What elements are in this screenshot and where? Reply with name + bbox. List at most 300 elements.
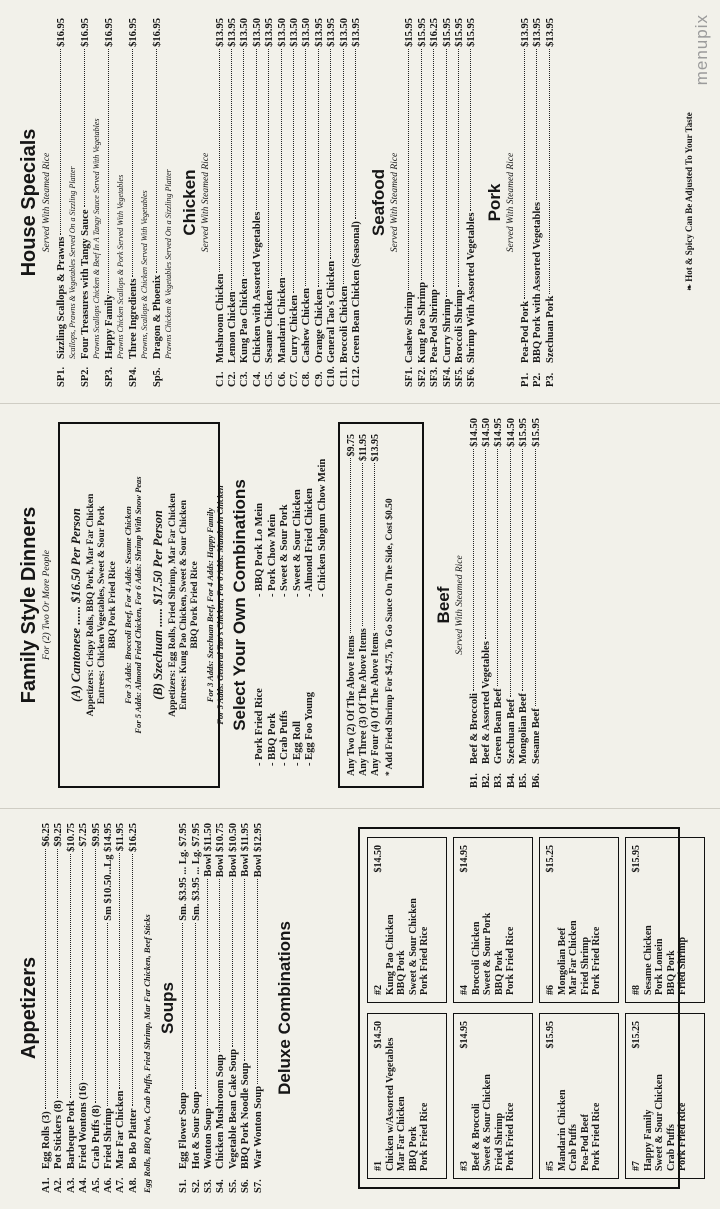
syo-option-name: Any Three (3) Of The Above Items bbox=[357, 628, 369, 776]
item-code: A4. bbox=[78, 1177, 90, 1193]
dot-leader bbox=[132, 49, 133, 277]
dot-leader bbox=[446, 49, 447, 297]
seafood-list bbox=[404, 18, 478, 387]
menu-item-row bbox=[532, 18, 544, 387]
combo-item: Sweet & Sour Pork bbox=[482, 912, 493, 995]
combo-item: Pork Fried Rice bbox=[677, 1102, 688, 1171]
appetizers-list bbox=[41, 823, 140, 1193]
beef-subtitle: Served With Steamed Rice bbox=[454, 555, 465, 655]
dot-leader bbox=[256, 49, 257, 210]
combo-price: $14.50 bbox=[373, 1021, 384, 1049]
combo-price: $15.95 bbox=[545, 1021, 556, 1049]
menu-item-row bbox=[115, 823, 127, 1193]
item-code: SF6. bbox=[466, 366, 478, 387]
combo-price: $15.25 bbox=[631, 1021, 642, 1049]
item-name: Chicken Mushroom Soup bbox=[215, 1054, 227, 1169]
combo-number: #3 bbox=[459, 1161, 470, 1171]
item-code: SF2. bbox=[416, 366, 428, 387]
dot-leader bbox=[119, 853, 120, 1088]
syo-item: - Almond Fried Chicken bbox=[304, 488, 316, 597]
combo-item: BBQ Pork bbox=[407, 1126, 419, 1171]
item-name: General Tao's Chicken bbox=[326, 260, 338, 363]
item-name: Vegetable Bean Cake Soup bbox=[227, 1048, 239, 1169]
syo-item: - Sweet & Sour Chicken bbox=[291, 489, 303, 597]
syo-right-column bbox=[254, 428, 330, 597]
item-code: A1. bbox=[41, 1177, 52, 1193]
menu-item-row bbox=[56, 18, 68, 387]
syo-option-row bbox=[346, 434, 358, 776]
item-name: Hot & Sour Soup bbox=[190, 1091, 202, 1169]
family-title: Family Style Dinners bbox=[18, 506, 40, 704]
syo-option-row bbox=[358, 434, 370, 776]
combo-price: $14.95 bbox=[459, 845, 470, 873]
menu-item-row bbox=[466, 18, 478, 387]
family-a-line: BBQ Pork Fried Rice bbox=[108, 561, 118, 649]
item-code: B4. bbox=[505, 773, 517, 788]
menu-item-row bbox=[203, 823, 215, 1193]
item-price: $14.50 bbox=[505, 418, 517, 447]
item-price: $13.95 bbox=[532, 18, 544, 47]
dot-leader bbox=[219, 879, 220, 1052]
dot-leader bbox=[132, 854, 133, 1106]
item-code: P1. bbox=[519, 372, 531, 387]
combo-item: Chicken w/Assorted Vegetables bbox=[384, 1037, 396, 1171]
item-code: A5. bbox=[90, 1177, 102, 1193]
item-price: $13.50 bbox=[251, 18, 263, 47]
item-code: C10. bbox=[326, 366, 338, 387]
item-name: Curry Chicken bbox=[288, 295, 300, 363]
menu-item-row bbox=[469, 418, 481, 788]
combo-box bbox=[539, 1013, 619, 1179]
family-a-adds: For 3 Adds: Broccoli Beef, For 4 Adds: Sesame Chicken bbox=[123, 506, 133, 704]
family-b-heading: (B) Szechuan ...... $17.50 Per Person bbox=[151, 510, 165, 700]
item-price: $13.95 bbox=[214, 18, 226, 47]
dot-leader bbox=[305, 49, 306, 286]
soups-title: Soups bbox=[158, 982, 178, 1034]
dot-leader bbox=[107, 923, 108, 1106]
dot-leader bbox=[108, 49, 109, 293]
item-price: $16.25 bbox=[127, 823, 139, 852]
combo-header bbox=[459, 1021, 471, 1171]
dot-leader bbox=[374, 464, 375, 631]
item-code: S4. bbox=[215, 1179, 227, 1193]
item-price: $13.50 bbox=[276, 18, 288, 47]
pork-list bbox=[520, 18, 557, 387]
menu-item-row bbox=[314, 18, 326, 387]
item-code: C11. bbox=[338, 366, 350, 387]
house-specials-list bbox=[56, 18, 174, 387]
item-price: $9.25 bbox=[53, 823, 65, 847]
item-name: Sesame Beef bbox=[530, 708, 542, 764]
item-code: C12. bbox=[351, 366, 362, 387]
item-code: A6. bbox=[103, 1177, 115, 1193]
combo-item: Mar Far Chicken bbox=[568, 920, 579, 995]
item-description: Prawns Chicken Scallops & Pork Served With Vegetables bbox=[116, 174, 126, 359]
syo-item: - Pork Chow Mein bbox=[266, 513, 278, 597]
menu-item-row bbox=[277, 18, 289, 387]
item-code: S7. bbox=[252, 1179, 264, 1193]
dot-leader bbox=[82, 849, 83, 1081]
menu-item-row bbox=[191, 823, 203, 1193]
item-code: A7. bbox=[115, 1177, 127, 1193]
house-specials-title: House Specials bbox=[18, 128, 40, 277]
item-code: B1. bbox=[468, 773, 480, 788]
item-price: Sm $10.50...Lg $14.95 bbox=[103, 823, 115, 921]
dot-leader bbox=[421, 49, 422, 280]
item-name: War Wonton Soup bbox=[252, 1085, 264, 1169]
item-name: Fried Shrimp bbox=[103, 1108, 115, 1169]
item-price: $14.50 bbox=[468, 418, 480, 447]
item-price: $10.75 bbox=[65, 823, 77, 852]
item-name: Curry Shrimp bbox=[441, 298, 453, 363]
combo-item: Pork Fried Rice bbox=[419, 1102, 430, 1171]
item-code: SF1. bbox=[404, 366, 416, 387]
dot-leader bbox=[497, 449, 498, 687]
dot-leader bbox=[362, 463, 363, 626]
item-code: C8. bbox=[301, 371, 313, 387]
combo-item: Mongolian Beef bbox=[556, 927, 568, 995]
item-code: P3. bbox=[544, 372, 556, 387]
combo-item: Fried Shrimp bbox=[493, 1112, 505, 1171]
item-name: Sesame Chicken bbox=[264, 289, 276, 363]
combo-box bbox=[625, 837, 705, 1003]
family-a-line: Entrees: Chicken Vegetables, Sweet & Sour Pork bbox=[97, 505, 107, 705]
dot-leader bbox=[473, 449, 474, 691]
item-name: Mongolian Beef bbox=[518, 693, 530, 764]
item-name: Happy Family bbox=[103, 294, 115, 359]
syo-item: - Pork Fried Rice bbox=[254, 688, 265, 766]
menu-item-row bbox=[66, 823, 78, 1193]
menu-item-row bbox=[78, 823, 90, 1193]
item-name: Beef & Assorted Vegetables bbox=[480, 641, 492, 764]
item-price: $15.95 bbox=[518, 418, 530, 447]
panel-appetizers-soups bbox=[0, 809, 720, 1209]
menu-item-row bbox=[41, 823, 53, 1193]
combo-number: #8 bbox=[631, 985, 642, 995]
item-name: Three Ingredients bbox=[127, 278, 139, 359]
combo-item: Fried Shrimp bbox=[677, 936, 688, 995]
combo-header bbox=[459, 845, 471, 995]
combo-header bbox=[373, 845, 385, 995]
item-price: $13.95 bbox=[351, 18, 362, 47]
item-price: $13.50 bbox=[239, 18, 251, 47]
item-name: Orange Chicken bbox=[313, 289, 325, 363]
menu-item-row bbox=[252, 18, 264, 387]
item-price: Bowl $12.95 bbox=[252, 823, 264, 878]
syo-option-price: $13.95 bbox=[369, 434, 381, 462]
family-a-line: Appetizers: Crispy Rolls, BBQ Pork, Mar Far Chicken bbox=[86, 493, 96, 717]
menu-item-row bbox=[104, 18, 116, 387]
combo-box bbox=[367, 837, 447, 1003]
syo-item: - Egg Roll bbox=[291, 721, 303, 766]
dot-leader bbox=[510, 449, 511, 697]
item-price: Bowl $11.95 bbox=[240, 823, 252, 877]
dot-leader bbox=[244, 879, 245, 1061]
combo-number: #1 bbox=[373, 1161, 384, 1171]
combo-header bbox=[631, 1021, 643, 1171]
item-name: Cashew Chicken bbox=[301, 288, 313, 363]
dot-leader bbox=[195, 923, 196, 1090]
item-name: Four Treasures with Tangy Sauce bbox=[79, 209, 91, 359]
item-price: Bowl $10.75 bbox=[215, 823, 227, 878]
menu-item-row bbox=[481, 418, 493, 788]
menu-item-row bbox=[518, 418, 530, 788]
family-dinners-box bbox=[58, 422, 225, 788]
item-name: Pot Stickers (8) bbox=[53, 1100, 65, 1169]
item-name: Crab Puffs (8) bbox=[90, 1104, 102, 1169]
item-name: Dragon & Phoenix bbox=[151, 275, 163, 359]
menu-item-row bbox=[493, 418, 505, 788]
item-price: Sm. $3.95 ... Lg. $7.95 bbox=[190, 823, 202, 921]
item-name: Lemon Chicken bbox=[226, 291, 238, 363]
combo-header bbox=[631, 845, 643, 995]
item-code: C5. bbox=[264, 371, 276, 387]
item-name: Shrimp With Assorted Vegetables bbox=[466, 212, 478, 363]
dot-leader bbox=[458, 49, 459, 288]
syo-left-column bbox=[254, 597, 330, 766]
combo-number: #6 bbox=[545, 985, 556, 995]
combo-item: Pork Fried Rice bbox=[591, 1102, 602, 1171]
item-code: SP2. bbox=[79, 366, 91, 387]
combo-item: BBQ Pork bbox=[665, 950, 677, 995]
dot-leader bbox=[485, 449, 486, 639]
menu-item-row bbox=[178, 823, 190, 1193]
combo-price: $14.50 bbox=[373, 845, 384, 873]
combo-header bbox=[545, 845, 557, 995]
item-price: $15.95 bbox=[466, 18, 478, 47]
combo-item: BBQ Pork bbox=[396, 950, 407, 995]
spicy-note-text: Hot & Spicy Can Be Adjusted To Your Taste bbox=[684, 112, 694, 282]
item-name: Fried Wontons (16) bbox=[78, 1082, 90, 1169]
item-description: Prawns Chicken & Vegetables Served On a Sizzling Platter bbox=[164, 169, 174, 359]
house-subtitle: Served With Steamed Rice bbox=[42, 152, 52, 253]
item-name: Green Bean Chicken (Seasonal) bbox=[351, 221, 362, 363]
chicken-subtitle: Served With Steamed Rice bbox=[200, 152, 211, 253]
menu-item-row bbox=[228, 823, 240, 1193]
syo-option-row bbox=[370, 434, 382, 776]
dot-leader bbox=[95, 849, 96, 1103]
item-code: A2. bbox=[53, 1177, 65, 1193]
appetizers-title: Appetizers bbox=[18, 956, 40, 1060]
syo-options bbox=[346, 434, 382, 776]
menu-item-row bbox=[506, 418, 518, 788]
deluxe-combinations-box bbox=[358, 827, 688, 1189]
item-price: $9.95 bbox=[90, 823, 102, 847]
dot-leader bbox=[60, 49, 61, 235]
syo-note: * Add Fried Shrimp For $4.75, To Go Sauce On The Side, Cost $0.50 bbox=[384, 498, 395, 776]
item-price: Sm. $3.95 ... Lg. $7.95 bbox=[178, 823, 190, 921]
combo-box bbox=[453, 1013, 533, 1179]
dot-leader bbox=[330, 49, 331, 259]
combo-item: Mandarin Chicken bbox=[556, 1089, 568, 1171]
item-name: Egg Rolls (3) bbox=[41, 1111, 52, 1169]
panel-family-beef bbox=[0, 404, 720, 809]
item-price: $16.25 bbox=[429, 18, 441, 47]
item-name: Sizzling Scallops & Prawns bbox=[56, 236, 67, 359]
dot-leader bbox=[182, 923, 183, 1090]
chicken-title: Chicken bbox=[179, 169, 199, 236]
item-code: SF4. bbox=[441, 366, 453, 387]
item-name: Wonton Soup bbox=[203, 1108, 215, 1169]
menu-item-row bbox=[404, 18, 416, 387]
item-code: A8. bbox=[127, 1177, 139, 1193]
dot-leader bbox=[522, 449, 523, 691]
menu-item-row bbox=[339, 18, 351, 387]
item-code: C9. bbox=[313, 371, 325, 387]
panel-specials bbox=[0, 0, 720, 404]
combo-item: Mar Far Chicken bbox=[396, 1096, 407, 1171]
pork-title: Pork bbox=[484, 183, 504, 222]
combo-item: Sweet & Sour Chicken bbox=[407, 898, 419, 995]
menu-item-row bbox=[264, 18, 276, 387]
menu-item-row bbox=[442, 18, 454, 387]
dot-leader bbox=[156, 49, 157, 273]
combo-item: Sweet & Sour Chicken bbox=[482, 1074, 493, 1171]
item-code: S5. bbox=[227, 1179, 239, 1193]
menu-item-row bbox=[301, 18, 313, 387]
pork-subtitle: Served With Steamed Rice bbox=[505, 152, 516, 253]
syo-option-price: $9.75 bbox=[345, 434, 357, 457]
combo-header bbox=[545, 1021, 557, 1171]
combo-item: Crab Puffs bbox=[665, 1124, 677, 1171]
syo-item: - Egg Foo Young bbox=[304, 692, 316, 766]
menu-item-row bbox=[103, 823, 115, 1193]
item-name: Barbeque Pork bbox=[65, 1100, 77, 1169]
combo-price: $15.25 bbox=[545, 845, 556, 873]
item-code: SF3. bbox=[429, 366, 441, 387]
menu-item-row bbox=[417, 18, 429, 387]
item-price: Bowl $10.50 bbox=[227, 823, 239, 878]
combo-number: #4 bbox=[459, 985, 470, 995]
chicken-list bbox=[215, 18, 364, 387]
select-your-own-list bbox=[254, 428, 330, 766]
menu-item-row bbox=[351, 18, 363, 387]
item-code: B5. bbox=[518, 773, 530, 788]
dot-leader bbox=[219, 49, 220, 272]
item-code: B2. bbox=[480, 773, 492, 788]
item-name: Pea-Pod Shrimp bbox=[429, 289, 441, 363]
syo-option-price: $11.95 bbox=[357, 434, 369, 461]
combo-box bbox=[625, 1013, 705, 1179]
dot-leader bbox=[535, 449, 536, 706]
item-code: C1. bbox=[214, 371, 226, 387]
item-price: $16.95 bbox=[56, 18, 67, 47]
item-code: B6. bbox=[530, 773, 542, 788]
menu-item-row bbox=[326, 18, 338, 387]
menu-item-row bbox=[128, 18, 140, 387]
combo-item: Kung Pao Chicken bbox=[384, 914, 396, 995]
combo-number: #5 bbox=[545, 1161, 556, 1171]
dot-leader bbox=[231, 49, 232, 290]
syo-item: - Chicken Subgum Chow Mein bbox=[316, 458, 328, 597]
combo-item: Beef & Broccoli bbox=[470, 1103, 482, 1171]
select-your-own-options-box bbox=[338, 422, 424, 788]
family-b-adds: For 3 Adds: Szechuan Beef, For 4 Adds: Happy Family bbox=[205, 507, 215, 703]
item-price: $13.95 bbox=[264, 18, 276, 47]
combo-item: Sesame Chicken bbox=[642, 925, 654, 995]
menu-item-row bbox=[240, 823, 252, 1193]
item-price: $13.95 bbox=[519, 18, 531, 47]
combo-number: #2 bbox=[373, 985, 384, 995]
seafood-title: Seafood bbox=[369, 168, 389, 237]
dot-leader bbox=[524, 49, 525, 299]
item-price: $15.95 bbox=[441, 18, 453, 47]
combo-item: BBQ Pork bbox=[493, 950, 505, 995]
dot-leader bbox=[408, 49, 409, 290]
item-price: $13.50 bbox=[338, 18, 350, 47]
menu-item-row bbox=[429, 18, 441, 387]
item-name: Mushroom Chicken bbox=[214, 273, 226, 363]
item-code: S2. bbox=[190, 1179, 202, 1193]
dot-leader bbox=[536, 49, 537, 200]
syo-item: - Crab Puffs bbox=[279, 710, 291, 766]
item-name: Chicken with Assorted Vegetables bbox=[251, 211, 263, 363]
combo-item: Crab Puffs bbox=[568, 1124, 579, 1171]
dot-leader bbox=[343, 49, 344, 284]
menu-item-row bbox=[91, 823, 103, 1193]
seafood-subtitle: Served With Steamed Rice bbox=[390, 152, 401, 253]
combo-item: Happy Family bbox=[642, 1109, 654, 1171]
item-code: Sp5. bbox=[151, 367, 163, 387]
item-price: $15.95 bbox=[404, 18, 416, 47]
item-name: Cashew Shrimp bbox=[404, 291, 416, 363]
combo-item: Pork Lomein bbox=[654, 938, 665, 995]
item-code: C6. bbox=[276, 371, 288, 387]
item-name: Green Bean Beef bbox=[493, 688, 505, 764]
dot-leader bbox=[257, 879, 258, 1084]
beef-title: Beef bbox=[433, 586, 453, 624]
menu-item-row bbox=[152, 18, 164, 387]
menu-item-row bbox=[239, 18, 251, 387]
item-price: $13.50 bbox=[301, 18, 313, 47]
family-a-adds: For 5 Adds: Almond Fried Chicken, For 6 Adds: Shrimp With Snow Peas bbox=[133, 476, 143, 734]
item-name: Egg Flower Soup bbox=[178, 1092, 190, 1169]
menu-item-row bbox=[80, 18, 92, 387]
family-b-line: Entrees: Kung Pao Chicken, Sweet & Sour Chicken bbox=[179, 500, 189, 710]
item-price: $7.25 bbox=[78, 823, 90, 847]
family-subtitle: For (2) Two Or More People bbox=[42, 549, 52, 661]
item-code: C3. bbox=[239, 371, 251, 387]
dot-leader bbox=[293, 49, 294, 293]
item-price: $15.95 bbox=[530, 418, 542, 447]
item-price: $13.95 bbox=[313, 18, 325, 47]
dot-leader bbox=[470, 49, 471, 211]
item-name: Pea-Pod Pork bbox=[519, 300, 531, 363]
item-code: S1. bbox=[178, 1179, 190, 1193]
pepper-icon: ❧ bbox=[685, 284, 694, 291]
item-code: SP1. bbox=[56, 366, 67, 387]
family-a-heading: (A) Cantonese ...... $16.50 Per Person bbox=[69, 508, 83, 702]
item-code: C4. bbox=[251, 371, 263, 387]
syo-option-name: Any Two (2) Of The Above Items bbox=[345, 635, 357, 776]
menu-item-row bbox=[520, 18, 532, 387]
combo-item: Fried Shrimp bbox=[579, 936, 591, 995]
item-code: C2. bbox=[226, 371, 238, 387]
item-code: A3. bbox=[65, 1177, 77, 1193]
item-code: P2. bbox=[532, 372, 544, 387]
item-name: BBQ Pork Noodle Soup bbox=[240, 1062, 252, 1169]
menu-item-row bbox=[545, 18, 557, 387]
item-code: S6. bbox=[240, 1179, 252, 1193]
combo-box bbox=[367, 1013, 447, 1179]
menu-item-row bbox=[227, 18, 239, 387]
item-price: $13.95 bbox=[226, 18, 238, 47]
syo-option-name: Any Four (4) Of The Above Items bbox=[369, 632, 381, 776]
soups-list bbox=[178, 823, 265, 1193]
select-your-own-title: Select Your Own Combinations bbox=[230, 479, 249, 731]
item-price: $13.95 bbox=[326, 18, 338, 47]
syo-item: - Sweet & Sour Pork bbox=[279, 504, 291, 597]
